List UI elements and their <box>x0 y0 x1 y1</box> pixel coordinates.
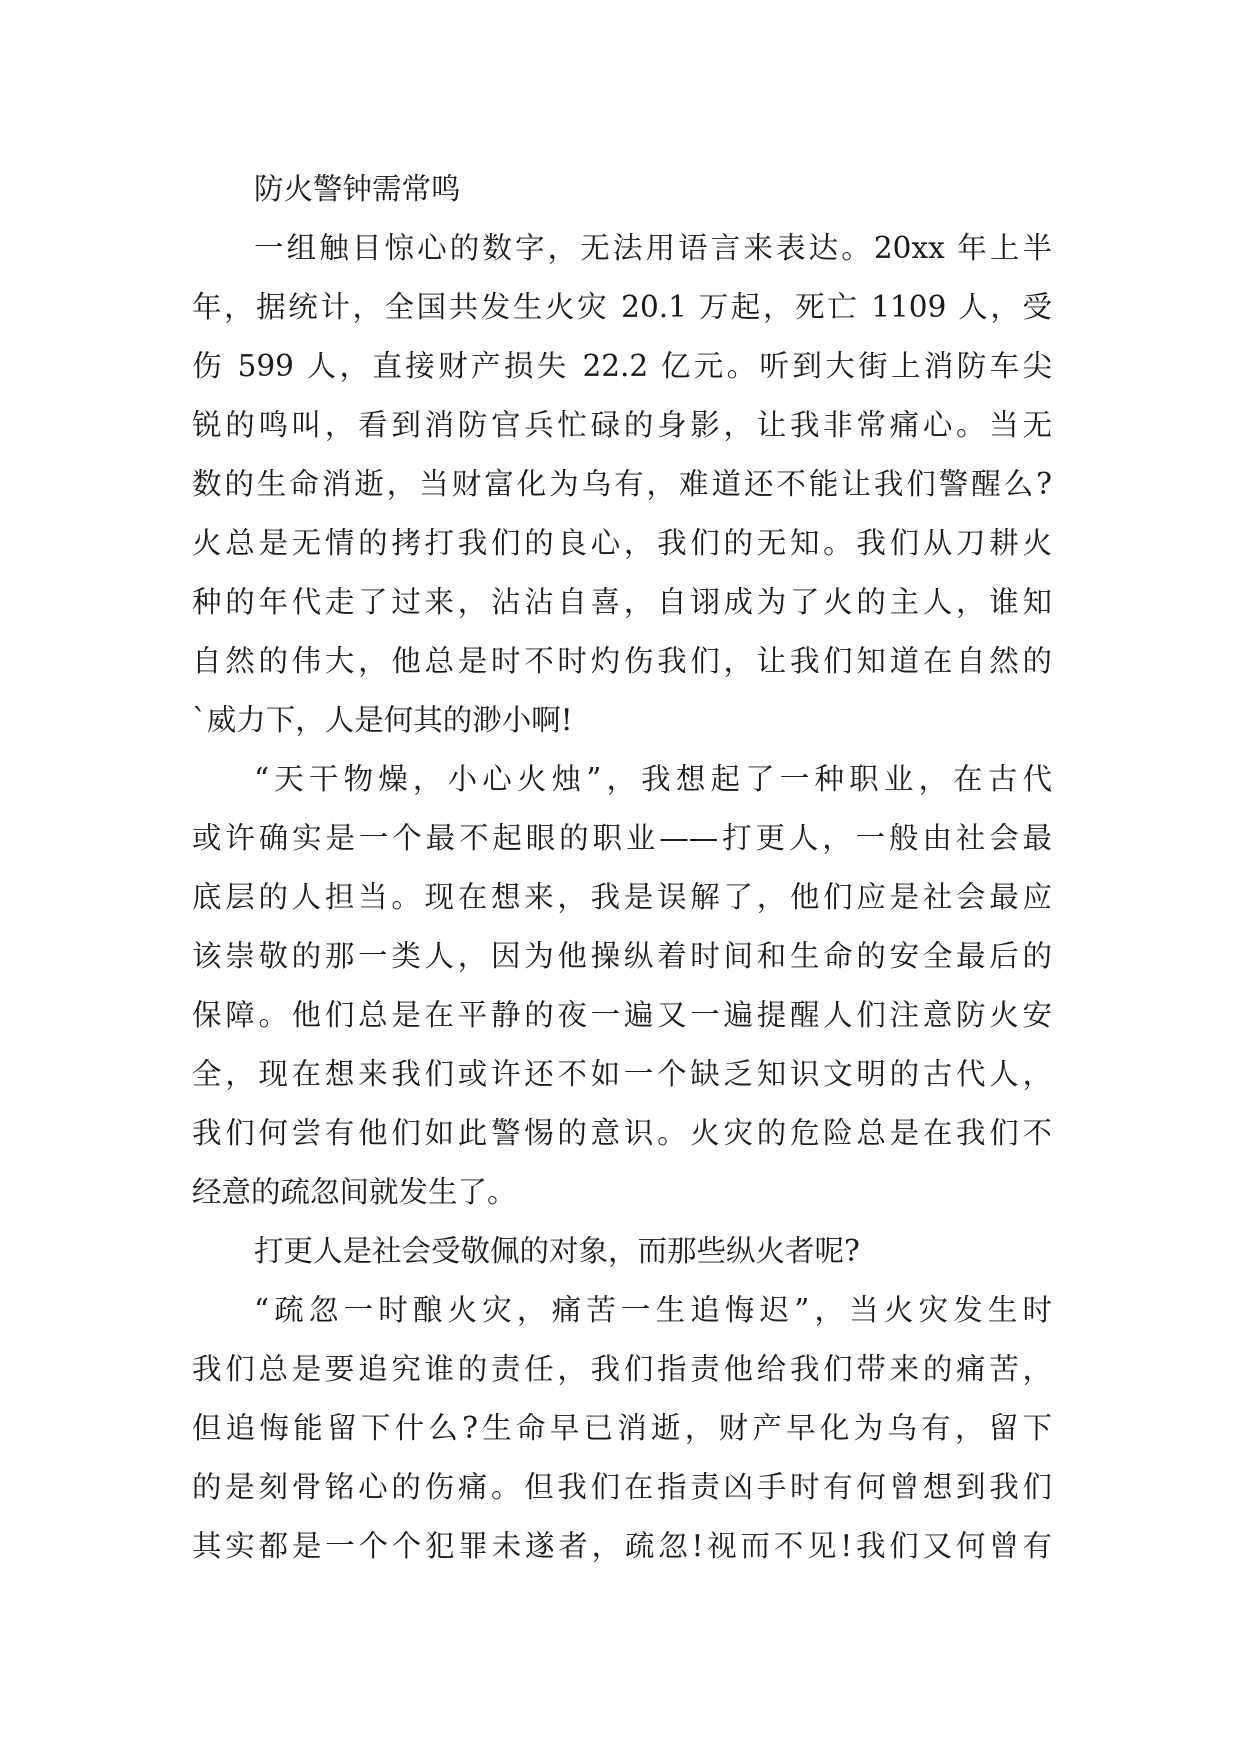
paragraph-4-line-4: 的是刻骨铭心的伤痛。但我们在指责凶手时有何曾想到我们 <box>192 1470 1052 1504</box>
paragraph-2-line-8: 经意的疏忽间就发生了。 <box>192 1175 517 1209</box>
paragraph-2-line-7: 我们何尝有他们如此警惕的意识。火灾的危险总是在我们不 <box>192 1116 1052 1150</box>
paragraph-2-line-3: 底层的人担当。现在想来，我是误解了，他们应是社会最应 <box>192 880 1052 914</box>
paragraph-4-line-3: 但追悔能留下什么?生命早已消逝，财产早化为乌有，留下 <box>192 1411 1052 1445</box>
document-title: 防火警钟需常鸣 <box>254 172 461 206</box>
document-body <box>192 160 1052 1576</box>
paragraph-1-line-8: 自然的伟大，他总是时不时灼伤我们，让我们知道在自然的 <box>192 644 1052 678</box>
paragraph-2-line-6: 全，现在想来我们或许还不如一个缺乏知识文明的古代人， <box>192 1057 1052 1091</box>
paragraph-2-line-1: “天干物燥，小心火烛”，我想起了一种职业，在古代 <box>254 762 1052 796</box>
paragraph-1-line-4: 锐的鸣叫，看到消防官兵忙碌的身影，让我非常痛心。当无 <box>192 408 1052 442</box>
paragraph-2-line-2: 或许确实是一个最不起眼的职业——打更人，一般由社会最 <box>192 821 1052 855</box>
paragraph-3-line-1: 打更人是社会受敬佩的对象，而那些纵火者呢? <box>254 1234 860 1268</box>
paragraph-1-line-3: 伤 599 人，直接财产损失 22.2 亿元。听到大街上消防车尖 <box>192 349 1052 383</box>
paragraph-4-line-5: 其实都是一个个犯罪未遂者，疏忽!视而不见!我们又何曾有 <box>192 1529 1052 1563</box>
paragraph-1-line-6: 火总是无情的拷打我们的良心，我们的无知。我们从刀耕火 <box>192 526 1052 560</box>
paragraph-2-line-4: 该崇敬的那一类人，因为他操纵着时间和生命的安全最后的 <box>192 939 1052 973</box>
paragraph-4-line-2: 我们总是要追究谁的责任，我们指责他给我们带来的痛苦， <box>192 1352 1052 1386</box>
paragraph-1-line-7: 种的年代走了过来，沾沾自喜，自诩成为了火的主人，谁知 <box>192 585 1052 619</box>
paragraph-1-line-5: 数的生命消逝，当财富化为乌有，难道还不能让我们警醒么? <box>192 467 1052 501</box>
paragraph-4-line-1: “疏忽一时酿火灾，痛苦一生追悔迟”，当火灾发生时 <box>254 1293 1052 1327</box>
paragraph-1-line-2: 年，据统计，全国共发生火灾 20.1 万起，死亡 1109 人，受 <box>192 290 1052 324</box>
paragraph-1-line-1: 一组触目惊心的数字，无法用语言来表达。20xx 年上半 <box>254 231 1052 265</box>
paragraph-1-line-9: `威力下，人是何其的渺小啊! <box>192 703 573 737</box>
paragraph-2-line-5: 保障。他们总是在平静的夜一遍又一遍提醒人们注意防火安 <box>192 998 1052 1032</box>
